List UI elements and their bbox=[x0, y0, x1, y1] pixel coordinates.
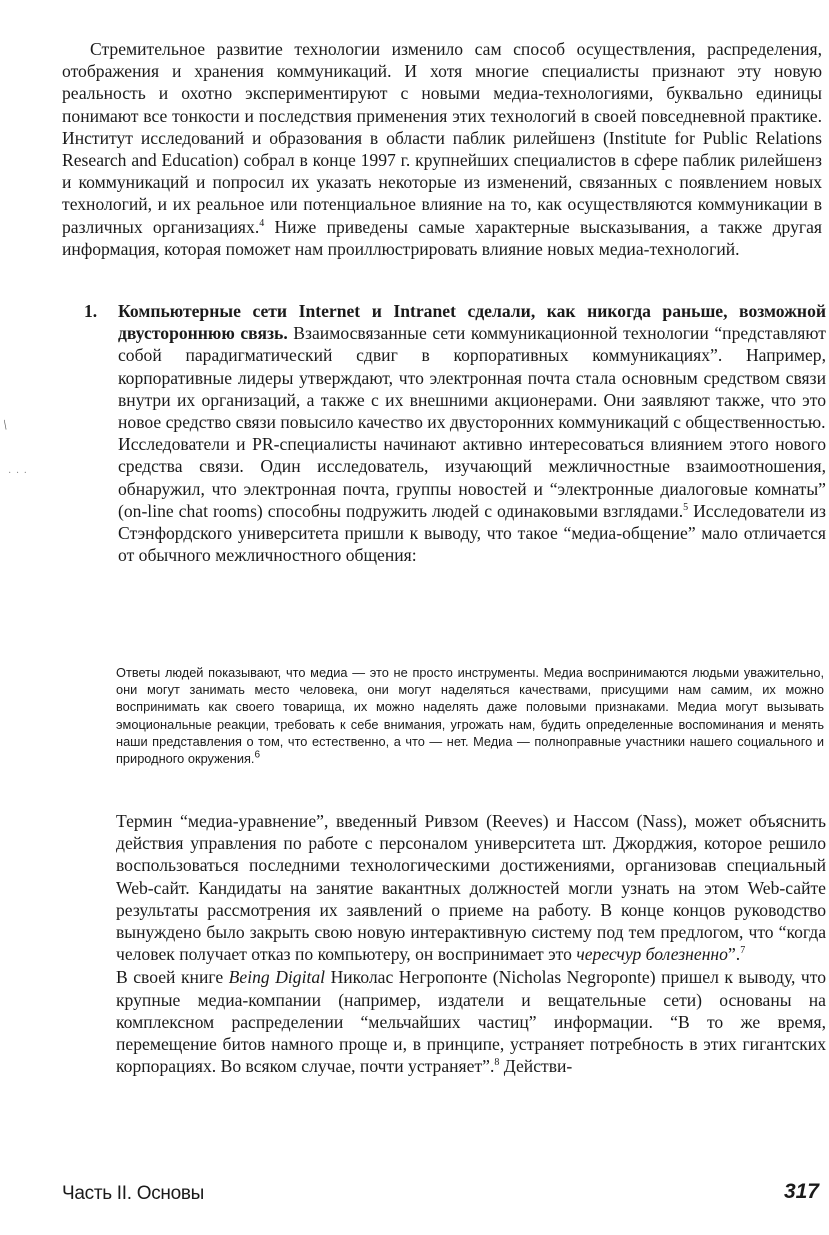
footnote-ref: 6 bbox=[254, 749, 261, 761]
quote-close: ”. bbox=[727, 944, 741, 965]
list-item-body bbox=[118, 300, 826, 566]
margin-dots: · · · bbox=[8, 468, 28, 479]
paragraph-text: В своей книге bbox=[116, 967, 229, 988]
paragraph-text: Исследователи и PR-специалисты начинают активно интересоваться влиянием этого нового средства связи. Один исследователь, изучающий межличностные взаимоотношения, обнаружил, что электронная почта, группы новостей и “электронные диалоговые комнаты” (on-line chat rooms) способны подружить людей с одинаковыми взглядами. bbox=[118, 434, 826, 521]
list-item-paragraph bbox=[118, 300, 826, 433]
paragraph-text-tail: Действи- bbox=[499, 1056, 573, 1077]
footnote-ref: 8 bbox=[494, 1057, 500, 1069]
book-title: Being Digital bbox=[228, 967, 326, 988]
intro-text: Стремительное развитие технологии изменило сам способ осуществления, распределения, отображения и хранения коммуникаций. И хотя многие специалисты признают эту новую реальность и охотно экспериментируют с новыми медиа-технологиями, буквально единицы понимают все тонкости и последствия применения этих технологий в своей повседневной практике. Институт исследований и образования в области паблик рилейшенз (Institute for Public Relations Research and Education) собрал в конце 1997 г. крупнейших специалистов в сфере паблик рилейшенз и коммуникаций и попросил их указать некоторые из изменений, связанных с появлением новых технологий, и их реальное или потенциальное влияние на то, как осуществляются коммуникации в различных организациях. bbox=[62, 39, 822, 237]
list-item-1 bbox=[84, 300, 826, 566]
footnote-ref: 5 bbox=[683, 501, 689, 513]
block-quote bbox=[116, 664, 824, 767]
paragraph-text-tail: Исследователи из Стэнфордского университета пришли к выводу, что такое “медиа-общение” мало отличается от обычного межличностного общения: bbox=[118, 500, 826, 566]
intro-paragraph bbox=[62, 38, 822, 260]
intro-text-tail: Ниже приведены самые характерные высказывания, а также другая информация, которая поможет нам проиллюстрировать влияние новых медиа-технологий. bbox=[62, 216, 822, 259]
running-footer-section: Часть II. Основы bbox=[62, 1183, 205, 1204]
footnote-ref: 4 bbox=[259, 217, 265, 229]
page-number: 317 bbox=[783, 1180, 819, 1203]
list-number: 1. bbox=[84, 301, 98, 321]
italic-phrase: чересчур болезненно bbox=[576, 944, 728, 965]
margin-pencil-mark: / bbox=[0, 418, 12, 434]
list-item-heading: Компьютерные сети Internet и Intranet сделали, как никогда раньше, возможной двустороннюю связь. bbox=[118, 301, 826, 344]
paragraph-negroponte bbox=[116, 966, 826, 1077]
paragraph-media-equation bbox=[116, 810, 826, 965]
paragraph-text-rest: Николас Негропонте (Nicholas Negroponte) пришел к выводу, что крупные медиа-компании (например, издатели и вещательные сети) основаны на комплексном распределении “мельчайших частиц” информации. “В то же время, перемещение битов намного проще и, в принципе, устраняет потребность в этих гигантских корпорациях. Во всяком случае, почти устраняет”. bbox=[116, 967, 826, 1077]
paragraph-text: Термин “медиа-уравнение”, введенный Ривзом (Reeves) и Нассом (Nass), может объяснить действия управления по работе с персоналом университета шт. Джорджия, которое решило воспользоваться последними технологическими достижениями, организовав специальный Web-сайт. Кандидаты на занятие вакантных должностей могли узнать на этом Web-сайте результаты рассмотрения их заявлений о приеме на работу. В конце концов руководство вынуждено было закрыть свою новую интерактивную систему под тем предлогом, что “когда человек получает отказ по компьютеру, он воспринимает это bbox=[116, 811, 826, 965]
footnote-ref: 7 bbox=[740, 945, 746, 957]
list-item-text: Взаимосвязанные сети коммуникационной технологии “представляют собой парадигматический сдвиг в корпоративных коммуникациях”. Например, корпоративные лидеры утверждают, что электронная почта стала основным средством связи внутри их организаций, а также с их внешними акционерами. Они заявляют также, что это новое средство связи повысило качество их двусторонних коммуникаций с общественностью. bbox=[118, 323, 826, 433]
continuation-text bbox=[116, 810, 826, 1077]
quote-text: Ответы людей показывают, что медиа — это не просто инструменты. Медиа воспринимаются людьми уважительно, они могут занимать место человека, они могут наделяться качествами, присущими нам самим, их можно воспринимать как своего товарища, их можно наделять даже половыми признаками. Медиа могут вызывать эмоциональные реакции, требовать к себе внимания, угрожать нам, будить определенные воспоминания и менять наши представления о том, что естественно, а что — нет. Медиа — полноправные участники нашего социального и природного окружения. bbox=[116, 665, 824, 767]
list-item-paragraph-2 bbox=[118, 433, 826, 566]
